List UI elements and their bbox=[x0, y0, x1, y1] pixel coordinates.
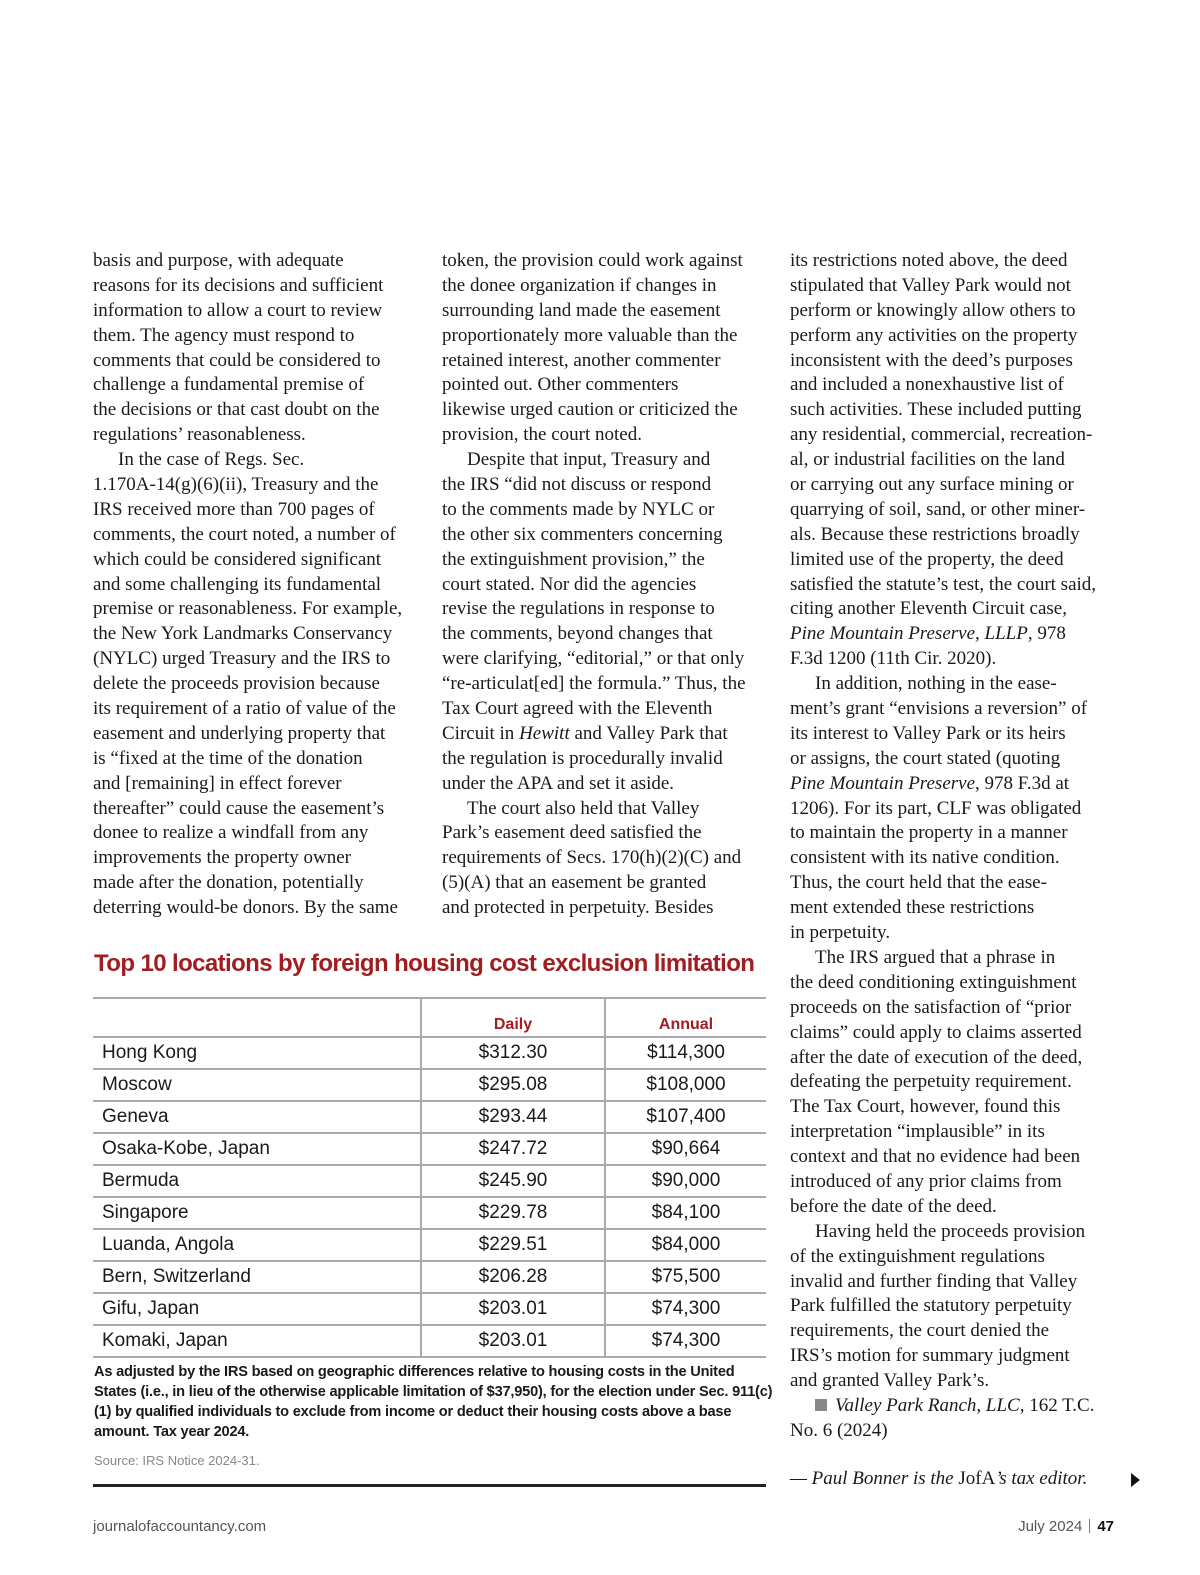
article-column-3 bbox=[790, 249, 1096, 1444]
text-line: such activities. These included putting bbox=[790, 399, 1082, 421]
case-name: Pine Mountain Preserve, LLLP bbox=[790, 623, 1028, 645]
text-line: and protected in perpetuity. Besides bbox=[442, 897, 714, 919]
footer-page-info bbox=[1018, 1518, 1114, 1535]
daily-cell: $245.90 bbox=[421, 1165, 605, 1197]
text-line: claims” could apply to claims asserted bbox=[790, 1021, 1082, 1043]
table-title: Top 10 locations by foreign housing cost exclusion limitation bbox=[94, 950, 755, 977]
text-line: court stated. Nor did the agencies bbox=[442, 573, 697, 595]
text-line: proportionately more valuable than the bbox=[442, 324, 738, 346]
divider-rule bbox=[93, 1484, 766, 1487]
text-line: of the extinguishment regulations bbox=[790, 1245, 1045, 1267]
table-row bbox=[93, 1229, 766, 1261]
case-name: Pine Mountain Preserve bbox=[790, 772, 976, 794]
text-line: comments that could be considered to bbox=[93, 349, 381, 371]
text-line: and granted Valley Park’s. bbox=[790, 1370, 990, 1392]
table-row bbox=[93, 1165, 766, 1197]
text-line bbox=[442, 722, 746, 747]
header-daily: Daily bbox=[421, 998, 605, 1037]
text-line: its interest to Valley Park or its heirs bbox=[790, 722, 1066, 744]
text-line: perform any activities on the property bbox=[790, 324, 1078, 346]
text-line: to the comments made by NYLC or bbox=[442, 498, 715, 520]
text-line: the New York Landmarks Conservancy bbox=[93, 623, 393, 645]
text-line: limited use of the property, the deed bbox=[790, 548, 1064, 570]
annual-cell: $84,100 bbox=[605, 1197, 766, 1229]
text-line: context and that no evidence had been bbox=[790, 1146, 1081, 1168]
daily-cell: $312.30 bbox=[421, 1037, 605, 1069]
table-row bbox=[93, 1261, 766, 1293]
location-cell: Osaka-Kobe, Japan bbox=[93, 1133, 421, 1165]
daily-cell: $203.01 bbox=[421, 1293, 605, 1325]
case-name: Valley Park Ranch, LLC bbox=[835, 1394, 1020, 1416]
annual-cell: $74,300 bbox=[605, 1325, 766, 1357]
text-line: to maintain the property in a manner bbox=[790, 822, 1068, 844]
byline-text: — Paul Bonner is the bbox=[790, 1468, 959, 1489]
end-of-article-triangle-icon bbox=[1131, 1473, 1140, 1487]
text-line: the other six commenters concerning bbox=[442, 523, 723, 545]
text-line: and [remaining] in effect forever bbox=[93, 772, 342, 794]
annual-cell: $90,664 bbox=[605, 1133, 766, 1165]
location-cell: Geneva bbox=[93, 1101, 421, 1133]
text-line: in perpetuity. bbox=[790, 922, 891, 944]
text-line: Park fulfilled the statutory perpetuity bbox=[790, 1295, 1072, 1317]
footer-issue: July 2024 bbox=[1018, 1518, 1083, 1535]
text-line: which could be considered significant bbox=[93, 548, 382, 570]
text-line: satisfied the statute’s test, the court said, bbox=[790, 573, 1097, 595]
text-line: delete the proceeds provision because bbox=[93, 673, 380, 695]
text-segment: In addition, nothing in the ease- bbox=[815, 673, 1057, 695]
text-segment: , 978 F.3d at bbox=[975, 772, 1070, 794]
text-line: pointed out. Other commenters bbox=[442, 374, 679, 396]
annual-cell: $108,000 bbox=[605, 1069, 766, 1101]
text-segment: Having held the proceeds provision bbox=[815, 1220, 1086, 1242]
text-line bbox=[442, 797, 746, 822]
text-line: the comments, beyond changes that bbox=[442, 623, 713, 645]
text-line: revise the regulations in response to bbox=[442, 598, 715, 620]
text-line: provision, the court noted. bbox=[442, 424, 642, 446]
text-segment: The court also held that Valley bbox=[467, 797, 700, 819]
location-cell: Gifu, Japan bbox=[93, 1293, 421, 1325]
text-line: challenge a fundamental premise of bbox=[93, 374, 365, 396]
text-line: quarrying of soil, sand, or other miner- bbox=[790, 498, 1086, 520]
text-line: the decisions or that cast doubt on the bbox=[93, 399, 380, 421]
daily-cell: $295.08 bbox=[421, 1069, 605, 1101]
text-line: before the date of the deed. bbox=[790, 1195, 997, 1217]
annual-cell: $74,300 bbox=[605, 1293, 766, 1325]
text-line: retained interest, another commenter bbox=[442, 349, 721, 371]
daily-cell: $203.01 bbox=[421, 1325, 605, 1357]
location-cell: Singapore bbox=[93, 1197, 421, 1229]
text-line: made after the donation, potentially bbox=[93, 872, 364, 894]
text-segment: , 978 bbox=[1027, 623, 1066, 645]
byline-suffix: ’s tax editor. bbox=[995, 1468, 1088, 1489]
text-line bbox=[790, 672, 1096, 697]
text-segment: and Valley Park that bbox=[569, 722, 728, 744]
text-line: (NYLC) urged Treasury and the IRS to bbox=[93, 648, 391, 670]
text-line: the IRS “did not discuss or respond bbox=[442, 474, 712, 496]
table-caption: As adjusted by the IRS based on geographic differences relative to housing costs in the United States (i.e., in lieu of the otherwise applicable limitation of $37,950), for the election under Sec. 911(c)(1) by qualified individuals to exclude from income or deduct their housing costs above a base amount. Tax year 2024. bbox=[94, 1364, 773, 1440]
text-line: basis and purpose, with adequate bbox=[93, 250, 344, 271]
footer-site: journalofaccountancy.com bbox=[93, 1518, 267, 1535]
text-line: thereafter” could cause the easement’s bbox=[93, 797, 385, 819]
case-name: Hewitt bbox=[519, 722, 570, 744]
header-annual: Annual bbox=[605, 998, 766, 1037]
text-line: (5)(A) that an easement be granted bbox=[442, 872, 707, 894]
text-line bbox=[790, 1220, 1096, 1245]
text-line: The Tax Court, however, found this bbox=[790, 1096, 1061, 1118]
text-line: requirements, the court denied the bbox=[790, 1320, 1050, 1342]
annual-cell: $90,000 bbox=[605, 1165, 766, 1197]
daily-cell: $229.78 bbox=[421, 1197, 605, 1229]
text-line: or assigns, the court stated (quoting bbox=[790, 747, 1061, 769]
text-line: information to allow a court to review bbox=[93, 299, 383, 321]
text-line: IRS’s motion for summary judgment bbox=[790, 1345, 1070, 1367]
text-line: improvements the property owner bbox=[93, 847, 352, 869]
text-line: donee to realize a windfall from any bbox=[93, 822, 369, 844]
text-line: regulations’ reasonableness. bbox=[93, 424, 306, 446]
annual-cell: $84,000 bbox=[605, 1229, 766, 1261]
text-line: F.3d 1200 (11th Cir. 2020). bbox=[790, 648, 997, 670]
text-line: premise or reasonableness. For example, bbox=[93, 598, 403, 620]
text-line: proceeds on the satisfaction of “prior bbox=[790, 996, 1072, 1018]
text-line: its restrictions noted above, the deed bbox=[790, 250, 1068, 271]
text-line: deterring would-be donors. By the same bbox=[93, 897, 398, 919]
table-row bbox=[93, 1037, 766, 1069]
daily-cell: $293.44 bbox=[421, 1101, 605, 1133]
text-line: al, or industrial facilities on the land bbox=[790, 449, 1065, 471]
daily-cell: $247.72 bbox=[421, 1133, 605, 1165]
text-segment: Despite that input, Treasury and bbox=[467, 449, 711, 471]
text-line: citing another Eleventh Circuit case, bbox=[790, 598, 1067, 620]
annual-cell: $114,300 bbox=[605, 1037, 766, 1069]
text-line: als. Because these restrictions broadly bbox=[790, 523, 1080, 545]
annual-cell: $75,500 bbox=[605, 1261, 766, 1293]
text-line: introduced of any prior claims from bbox=[790, 1170, 1062, 1192]
header-location bbox=[93, 998, 421, 1037]
text-line: its requirement of a ratio of value of the bbox=[93, 698, 396, 720]
text-line: ment extended these restrictions bbox=[790, 897, 1035, 919]
text-line: IRS received more than 700 pages of bbox=[93, 498, 375, 520]
table-row bbox=[93, 1325, 766, 1357]
text-line: and some challenging its fundamental bbox=[93, 573, 382, 595]
text-line: them. The agency must respond to bbox=[93, 324, 355, 346]
text-segment: The IRS argued that a phrase in bbox=[815, 946, 1056, 968]
text-line bbox=[790, 622, 1096, 647]
text-segment: In the case of Regs. Sec. bbox=[118, 449, 305, 471]
text-line: 1.170A-14(g)(6)(ii), Treasury and the bbox=[93, 474, 379, 496]
text-line: 1206). For its part, CLF was obligated bbox=[790, 797, 1082, 819]
text-line: after the date of execution of the deed, bbox=[790, 1046, 1083, 1068]
text-line bbox=[790, 772, 1096, 797]
text-line: any residential, commercial, recreation- bbox=[790, 424, 1093, 446]
text-line: the extinguishment provision,” the bbox=[442, 548, 705, 570]
text-line: were clarifying, “editorial,” or that only bbox=[442, 648, 745, 670]
text-line: likewise urged caution or criticized the bbox=[442, 399, 738, 421]
text-line: the deed conditioning extinguishment bbox=[790, 971, 1077, 993]
text-line: Park’s easement deed satisfied the bbox=[442, 822, 702, 844]
location-cell: Komaki, Japan bbox=[93, 1325, 421, 1357]
text-line: reasons for its decisions and sufficient bbox=[93, 274, 384, 296]
table-row bbox=[93, 1293, 766, 1325]
text-line: the donee organization if changes in bbox=[442, 274, 717, 296]
text-line bbox=[790, 1394, 1096, 1419]
text-line: defeating the perpetuity requirement. bbox=[790, 1071, 1072, 1093]
text-line: stipulated that Valley Park would not bbox=[790, 274, 1071, 296]
location-cell: Hong Kong bbox=[93, 1037, 421, 1069]
text-line bbox=[93, 448, 402, 473]
text-segment: Circuit in bbox=[442, 722, 520, 744]
text-line: perform or knowingly allow others to bbox=[790, 299, 1076, 321]
text-line: consistent with its native condition. bbox=[790, 847, 1060, 869]
text-line bbox=[790, 946, 1096, 971]
text-segment: , 162 T.C. bbox=[1019, 1394, 1095, 1416]
text-line: and included a nonexhaustive list of bbox=[790, 374, 1064, 396]
location-cell: Bermuda bbox=[93, 1165, 421, 1197]
text-line: comments, the court noted, a number of bbox=[93, 523, 396, 545]
location-cell: Moscow bbox=[93, 1069, 421, 1101]
daily-cell: $206.28 bbox=[421, 1261, 605, 1293]
table-source: Source: IRS Notice 2024-31. bbox=[94, 1453, 260, 1468]
text-line: ment’s grant “envisions a reversion” of bbox=[790, 698, 1088, 720]
text-line: surrounding land made the easement bbox=[442, 299, 721, 321]
text-line: token, the provision could work against bbox=[442, 250, 743, 271]
text-line: requirements of Secs. 170(h)(2)(C) and bbox=[442, 847, 742, 869]
text-line: inconsistent with the deed’s purposes bbox=[790, 349, 1073, 371]
article-column-2 bbox=[442, 249, 746, 921]
journal-name: JofA bbox=[958, 1468, 996, 1489]
text-line: interpretation “implausible” in its bbox=[790, 1121, 1045, 1143]
text-line: the regulation is procedurally invalid bbox=[442, 747, 723, 769]
table-row bbox=[93, 1069, 766, 1101]
table-header-row bbox=[93, 998, 766, 1037]
annual-cell: $107,400 bbox=[605, 1101, 766, 1133]
text-line: invalid and further finding that Valley bbox=[790, 1270, 1078, 1292]
author-byline bbox=[790, 1468, 1087, 1490]
daily-cell: $229.51 bbox=[421, 1229, 605, 1261]
text-line: easement and underlying property that bbox=[93, 722, 386, 744]
housing-cost-table bbox=[93, 997, 766, 1358]
text-line bbox=[442, 448, 746, 473]
text-line: under the APA and set it aside. bbox=[442, 772, 675, 794]
text-line: Tax Court agreed with the Eleventh bbox=[442, 698, 713, 720]
table-row bbox=[93, 1133, 766, 1165]
text-line: is “fixed at the time of the donation bbox=[93, 747, 363, 769]
end-square-icon bbox=[815, 1399, 827, 1411]
text-line: or carrying out any surface mining or bbox=[790, 474, 1074, 496]
location-cell: Bern, Switzerland bbox=[93, 1261, 421, 1293]
page-number: 47 bbox=[1097, 1518, 1114, 1535]
article-column-1 bbox=[93, 249, 402, 921]
footer-separator bbox=[1089, 1519, 1090, 1533]
table-row bbox=[93, 1197, 766, 1229]
location-cell: Luanda, Angola bbox=[93, 1229, 421, 1261]
text-line: Thus, the court held that the ease- bbox=[790, 872, 1047, 894]
table-row bbox=[93, 1101, 766, 1133]
text-line: No. 6 (2024) bbox=[790, 1419, 888, 1441]
text-line: “re-articulat[ed] the formula.” Thus, the bbox=[442, 673, 746, 695]
